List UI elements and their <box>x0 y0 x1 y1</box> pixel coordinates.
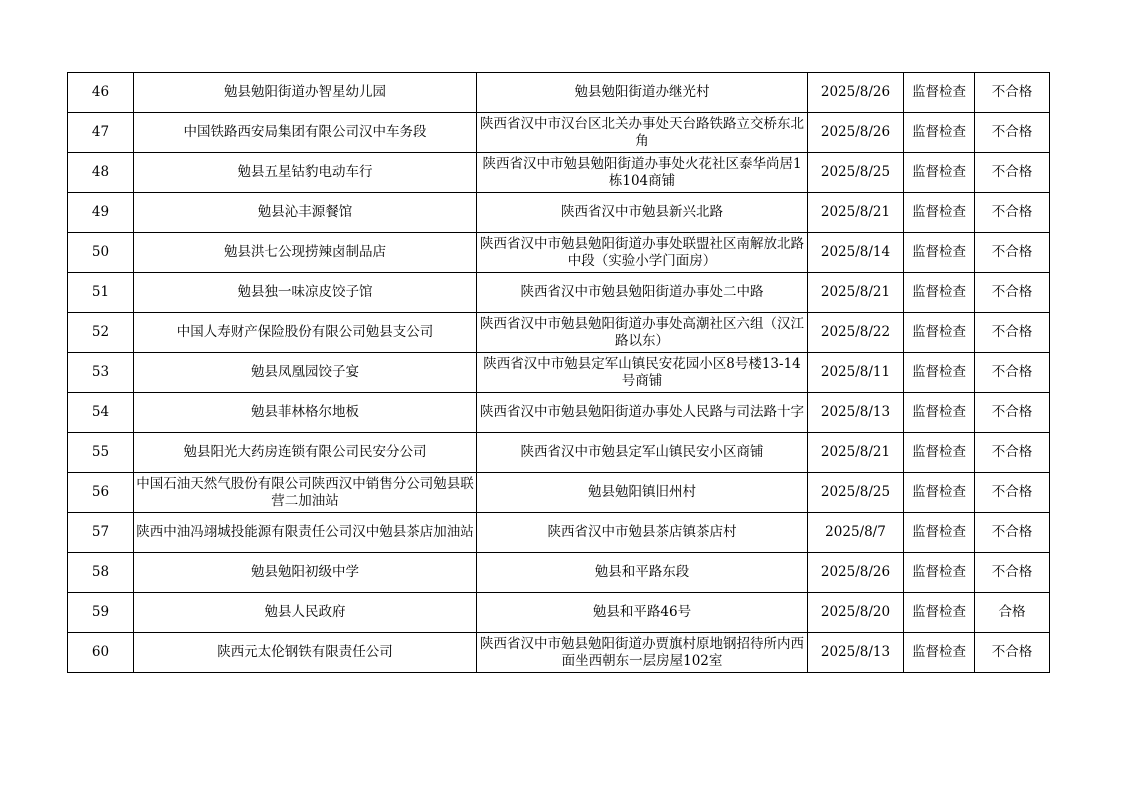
entity-address: 勉县和平路东段 <box>477 553 808 593</box>
inspection-type: 监督检查 <box>904 273 975 313</box>
inspection-date: 2025/8/25 <box>808 473 904 513</box>
entity-address: 陕西省汉中市勉县勉阳街道办事处火花社区泰华尚居1栋104商铺 <box>477 153 808 193</box>
inspection-date: 2025/8/13 <box>808 393 904 433</box>
table-row <box>68 153 1050 193</box>
table-row <box>68 513 1050 553</box>
table-row <box>68 633 1050 673</box>
inspection-date: 2025/8/11 <box>808 353 904 393</box>
inspection-type: 监督检查 <box>904 513 975 553</box>
inspection-date: 2025/8/25 <box>808 153 904 193</box>
inspection-result: 不合格 <box>975 473 1050 513</box>
entity-address: 陕西省汉中市勉县勉阳街道办事处联盟社区南解放北路中段（实验小学门面房） <box>477 233 808 273</box>
inspection-date: 2025/8/26 <box>808 73 904 113</box>
entity-address: 勉县勉阳镇旧州村 <box>477 473 808 513</box>
inspection-result: 合格 <box>975 593 1050 633</box>
table-row <box>68 233 1050 273</box>
entity-name: 陕西元太伦钢铁有限责任公司 <box>134 633 477 673</box>
inspection-type: 监督检查 <box>904 433 975 473</box>
row-number: 54 <box>68 393 134 433</box>
inspection-type: 监督检查 <box>904 73 975 113</box>
entity-name: 勉县人民政府 <box>134 593 477 633</box>
inspection-result: 不合格 <box>975 233 1050 273</box>
row-number: 51 <box>68 273 134 313</box>
table-row <box>68 593 1050 633</box>
inspection-type: 监督检查 <box>904 593 975 633</box>
row-number: 50 <box>68 233 134 273</box>
row-number: 55 <box>68 433 134 473</box>
entity-name: 勉县凤凰园饺子宴 <box>134 353 477 393</box>
entity-address: 陕西省汉中市勉县勉阳街道办贾旗村原地钢招待所内西面坐西朝东一层房屋102室 <box>477 633 808 673</box>
inspection-type: 监督检查 <box>904 473 975 513</box>
inspection-date: 2025/8/20 <box>808 593 904 633</box>
inspection-type: 监督检查 <box>904 233 975 273</box>
inspection-type: 监督检查 <box>904 353 975 393</box>
table-row <box>68 73 1050 113</box>
inspection-result: 不合格 <box>975 73 1050 113</box>
entity-name: 勉县五星钴豹电动车行 <box>134 153 477 193</box>
inspection-date: 2025/8/21 <box>808 433 904 473</box>
entity-address: 勉县和平路46号 <box>477 593 808 633</box>
table-row <box>68 353 1050 393</box>
inspection-date: 2025/8/26 <box>808 113 904 153</box>
inspection-type: 监督检查 <box>904 633 975 673</box>
inspection-type: 监督检查 <box>904 313 975 353</box>
entity-name: 中国石油天然气股份有限公司陕西汉中销售分公司勉县联营二加油站 <box>134 473 477 513</box>
inspection-result: 不合格 <box>975 433 1050 473</box>
inspection-type: 监督检查 <box>904 113 975 153</box>
entity-name: 勉县洪七公现捞辣卤制品店 <box>134 233 477 273</box>
entity-address: 陕西省汉中市勉县定军山镇民安小区商铺 <box>477 433 808 473</box>
entity-name: 中国人寿财产保险股份有限公司勉县支公司 <box>134 313 477 353</box>
row-number: 57 <box>68 513 134 553</box>
entity-address: 陕西省汉中市勉县新兴北路 <box>477 193 808 233</box>
table-row <box>68 473 1050 513</box>
row-number: 48 <box>68 153 134 193</box>
inspection-result: 不合格 <box>975 113 1050 153</box>
row-number: 47 <box>68 113 134 153</box>
entity-name: 勉县勉阳初级中学 <box>134 553 477 593</box>
entity-name: 勉县阳光大药房连锁有限公司民安分公司 <box>134 433 477 473</box>
inspection-table <box>67 72 1050 673</box>
inspection-date: 2025/8/22 <box>808 313 904 353</box>
inspection-type: 监督检查 <box>904 193 975 233</box>
table-row <box>68 313 1050 353</box>
entity-name: 勉县勉阳街道办智星幼儿园 <box>134 73 477 113</box>
inspection-result: 不合格 <box>975 393 1050 433</box>
inspection-result: 不合格 <box>975 633 1050 673</box>
entity-name: 陕西中油冯翊城投能源有限责任公司汉中勉县茶店加油站 <box>134 513 477 553</box>
row-number: 46 <box>68 73 134 113</box>
row-number: 49 <box>68 193 134 233</box>
row-number: 58 <box>68 553 134 593</box>
inspection-result: 不合格 <box>975 513 1050 553</box>
table-row <box>68 393 1050 433</box>
row-number: 52 <box>68 313 134 353</box>
table-row <box>68 553 1050 593</box>
table-row <box>68 113 1050 153</box>
entity-address: 陕西省汉中市勉县勉阳街道办事处人民路与司法路十字 <box>477 393 808 433</box>
inspection-result: 不合格 <box>975 313 1050 353</box>
entity-name: 勉县独一味凉皮饺子馆 <box>134 273 477 313</box>
row-number: 53 <box>68 353 134 393</box>
inspection-table-body <box>68 73 1050 673</box>
table-row <box>68 273 1050 313</box>
table-row <box>68 433 1050 473</box>
entity-address: 陕西省汉中市勉县茶店镇茶店村 <box>477 513 808 553</box>
inspection-date: 2025/8/21 <box>808 273 904 313</box>
inspection-result: 不合格 <box>975 353 1050 393</box>
entity-address: 陕西省汉中市勉县勉阳街道办事处高潮社区六组（汉江路以东） <box>477 313 808 353</box>
row-number: 59 <box>68 593 134 633</box>
entity-address: 陕西省汉中市勉县勉阳街道办事处二中路 <box>477 273 808 313</box>
inspection-date: 2025/8/13 <box>808 633 904 673</box>
entity-address: 陕西省汉中市勉县定军山镇民安花园小区8号楼13-14号商铺 <box>477 353 808 393</box>
inspection-date: 2025/8/21 <box>808 193 904 233</box>
inspection-result: 不合格 <box>975 553 1050 593</box>
row-number: 60 <box>68 633 134 673</box>
inspection-result: 不合格 <box>975 153 1050 193</box>
inspection-type: 监督检查 <box>904 393 975 433</box>
inspection-type: 监督检查 <box>904 553 975 593</box>
entity-address: 勉县勉阳街道办继光村 <box>477 73 808 113</box>
entity-name: 勉县沁丰源餐馆 <box>134 193 477 233</box>
inspection-date: 2025/8/14 <box>808 233 904 273</box>
row-number: 56 <box>68 473 134 513</box>
inspection-result: 不合格 <box>975 193 1050 233</box>
entity-name: 中国铁路西安局集团有限公司汉中车务段 <box>134 113 477 153</box>
inspection-date: 2025/8/7 <box>808 513 904 553</box>
table-row <box>68 193 1050 233</box>
inspection-result: 不合格 <box>975 273 1050 313</box>
entity-name: 勉县菲林格尔地板 <box>134 393 477 433</box>
inspection-type: 监督检查 <box>904 153 975 193</box>
inspection-date: 2025/8/26 <box>808 553 904 593</box>
entity-address: 陕西省汉中市汉台区北关办事处天台路铁路立交桥东北角 <box>477 113 808 153</box>
